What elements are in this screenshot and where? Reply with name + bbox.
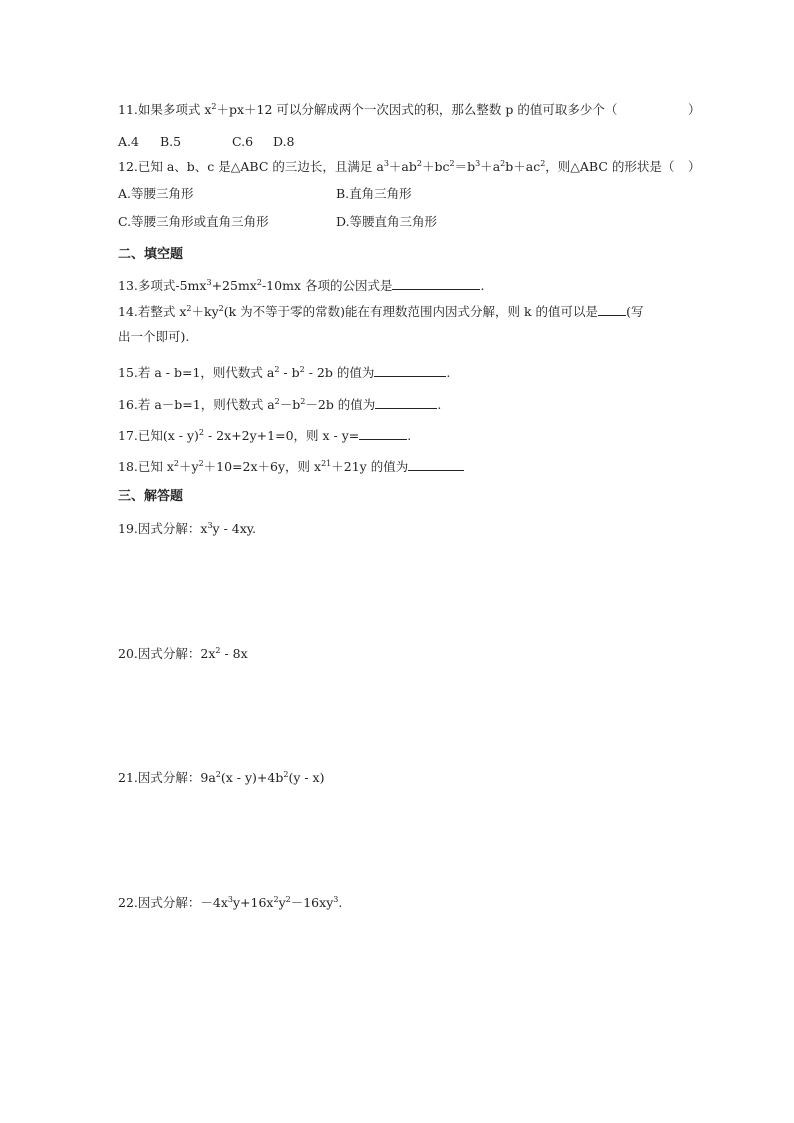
q16-text: －b: [279, 397, 301, 412]
q13-text: -10mx 各项的公因式是: [261, 278, 393, 293]
section-heading-fill-in: 二、填空题: [118, 247, 184, 262]
q18-text: 18.已知 x: [118, 459, 174, 474]
section-heading-solve: 三、解答题: [118, 489, 184, 504]
q12-text: ＋ab: [388, 159, 417, 174]
question-13: [118, 277, 484, 294]
question-22: [118, 895, 342, 911]
q21-text: (x - y)+4b: [220, 770, 284, 785]
q11-option-c: C.6: [232, 134, 254, 149]
q18-text: ＋10=2x＋6y，则 x: [203, 459, 322, 474]
q13-sup: 2: [256, 278, 262, 287]
q12-option-a: A.等腰三角形: [118, 186, 194, 201]
q14-sup: 2: [186, 304, 192, 313]
q13-sup: 3: [206, 278, 212, 287]
q12-sup: 2: [449, 159, 455, 168]
q13-text: 13.多项式-5mx: [118, 278, 207, 293]
question-16: [118, 396, 441, 413]
q21-sup: 2: [215, 770, 221, 779]
q17-text: - 2x+2y+1=0，则 x - y=: [204, 428, 360, 443]
q12-sup: 2: [540, 159, 546, 168]
q15-sup: 2: [274, 365, 280, 374]
q12-option-d: D.等腰直角三角形: [336, 214, 438, 229]
q15-text: - 2b 的值为: [304, 365, 375, 380]
q18-sup: 2: [198, 459, 204, 468]
q12-text: b＋ac: [505, 159, 541, 174]
q12-text: ＋bc: [421, 159, 450, 174]
q12-text: ＋a: [480, 159, 501, 174]
q12-sup: 2: [500, 159, 506, 168]
q16-text: .: [437, 397, 442, 412]
q19-text: 19.因式分解：x: [118, 521, 208, 536]
q19-sup: 3: [207, 521, 213, 530]
question-17: [118, 427, 411, 444]
q15-sup: 2: [299, 365, 305, 374]
q14-text: (写: [626, 304, 644, 319]
q22-sup: 2: [285, 895, 291, 904]
q20-sup: 2: [215, 646, 221, 655]
q22-text: 22.因式分解：－4x: [118, 895, 228, 910]
q11-close-paren: ）: [688, 102, 701, 117]
q12-sup: 3: [383, 159, 389, 168]
q22-sup: 2: [273, 895, 279, 904]
q20-text: 20.因式分解：2x: [118, 646, 216, 661]
question-19: [118, 521, 256, 537]
question-12: [118, 159, 674, 175]
q11-option-b: B.5: [160, 134, 182, 149]
q16-sup: 2: [274, 397, 280, 406]
q17-sup: 2: [198, 428, 205, 437]
q22-text: y: [278, 895, 286, 910]
q19-text: y - 4xy.: [212, 521, 257, 536]
q22-text: －16xy: [290, 895, 334, 910]
q11-option-d: D.8: [273, 134, 295, 149]
question-11: [118, 102, 617, 118]
question-18: [118, 458, 464, 475]
q20-text: - 8x: [220, 646, 248, 661]
q18-text: ＋21y 的值为: [331, 459, 409, 474]
answer-blank[interactable]: [408, 458, 464, 471]
q16-text: 16.若 a－b=1，则代数式 a: [118, 397, 275, 412]
q22-sup: 3: [333, 895, 339, 904]
q12-text: 12.已知 a、b、c 是△ABC 的三边长，且满足 a: [118, 159, 384, 174]
q16-text: －2b 的值为: [305, 397, 376, 412]
q11-text-2: ＋px＋12 可以分解成两个一次因式的积，那么整数 p 的值可取多少个（: [216, 102, 618, 117]
q12-sup: 2: [416, 159, 422, 168]
answer-blank[interactable]: [359, 427, 407, 440]
q11-text: 11.如果多项式 x: [118, 102, 212, 117]
q14-text: ＋ky: [191, 304, 219, 319]
q21-sup: 2: [283, 770, 289, 779]
q18-sup: 2: [173, 459, 179, 468]
q14-sup: 2: [218, 304, 224, 313]
q12-text: ＝b: [454, 159, 476, 174]
answer-blank[interactable]: [598, 303, 626, 316]
question-14: [118, 303, 643, 320]
q14-text: (k 为不等于零的常数)能在有理数范围内因式分解，则 k 的值可以是: [223, 304, 599, 319]
q12-sup: 3: [475, 159, 481, 168]
question-14-line2: 出一个即可).: [118, 329, 190, 344]
q12-option-b: B.直角三角形: [336, 186, 412, 201]
q12-option-c: C.等腰三角形或直角三角形: [118, 214, 269, 229]
q21-text: 21.因式分解：9a: [118, 770, 216, 785]
q22-text: y+16x: [232, 895, 274, 910]
q15-text: - b: [279, 365, 300, 380]
q18-text: ＋y: [179, 459, 199, 474]
q15-text: .: [446, 365, 451, 380]
question-15: [118, 364, 450, 381]
q17-text: .: [407, 428, 412, 443]
q13-text: +25mx: [211, 278, 257, 293]
q14-text: 14.若整式 x: [118, 304, 187, 319]
q15-text: 15.若 a - b=1，则代数式 a: [118, 365, 275, 380]
q22-text: .: [338, 895, 343, 910]
q11-option-a: A.4: [118, 134, 139, 149]
answer-blank[interactable]: [374, 364, 446, 377]
question-21: [118, 770, 325, 786]
q22-sup: 3: [227, 895, 233, 904]
q13-text: .: [480, 278, 485, 293]
q18-sup: 21: [321, 459, 332, 468]
q12-text: ，则△ABC 的形状是（: [545, 159, 675, 174]
q21-text: (y - x): [288, 770, 325, 785]
answer-blank[interactable]: [392, 277, 480, 290]
answer-blank[interactable]: [375, 396, 437, 409]
q16-sup: 2: [300, 397, 306, 406]
q12-close-paren: ）: [688, 159, 701, 174]
q11-sup: 2: [211, 102, 217, 111]
question-20: [118, 646, 248, 662]
q17-text: 17.已知(x - y): [118, 428, 199, 443]
